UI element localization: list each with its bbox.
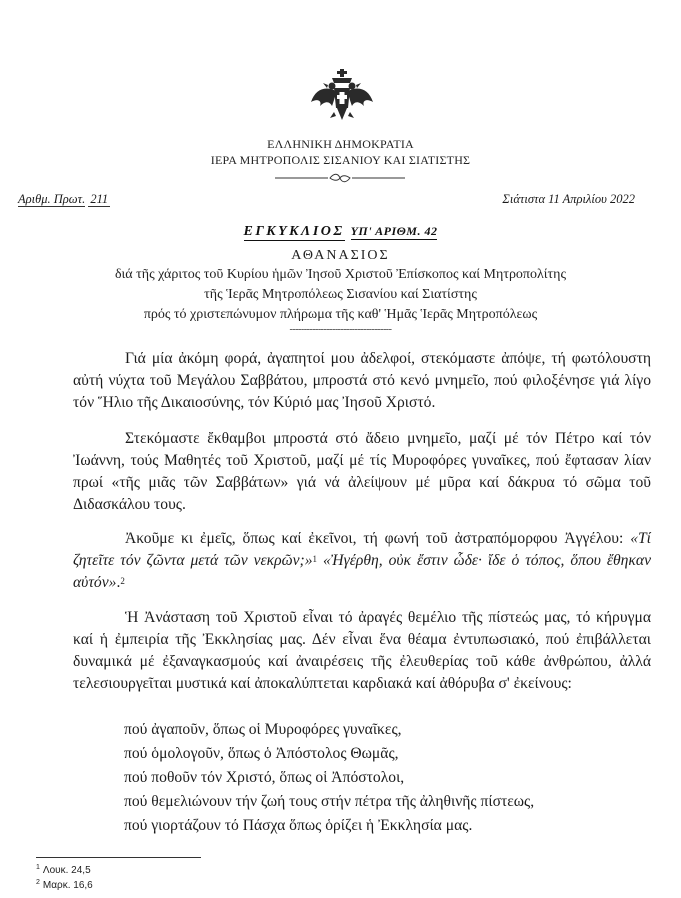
protocol-value: 211 [90,192,109,206]
bishop-name: ΑΘΑΝΑΣΙΟΣ [291,248,390,263]
paragraph-3 [73,528,651,594]
encyclical-title [0,224,681,240]
intro-line-2: τῆς Ἱερᾶς Μητροπόλεως Σισανίου καί Σιατίστης [204,287,477,302]
list-item: πού θεμελιώνουν τήν ζωή τους στήν πέτρα τῆς ἀληθινῆς πίστεως, [124,793,535,810]
list-item: πού ὁμολογοῦν, ὅπως ὁ Ἀπόστολος Θωμᾶς, [124,745,399,762]
footnote-1 [36,865,91,876]
footnote-divider [36,857,201,858]
separator-line: ------------------------------------ [289,324,392,335]
footnote-mark: 1 [36,864,40,871]
protocol-number [18,192,110,207]
protocol-label: Αριθμ. Πρωτ. [18,192,86,206]
double-headed-eagle-emblem [310,68,374,122]
ornament-divider [270,172,410,184]
encyclical-word: ΕΓΚΥΚΛΙΟΣ [243,224,345,239]
footnote-ref-1: 1 [312,554,318,564]
faithful-list [124,718,534,838]
paragraph-3-end: . [116,574,121,591]
footnote-2 [36,880,93,891]
state-name: ΕΛΛΗΝΙΚΗ ΔΗΜΟΚΡΑΤΙΑ [267,137,414,151]
list-item: πού ποθοῦν τόν Χριστό, ὅπως οἱ Ἀπόστολοι, [124,769,405,786]
metropolis-name: ΙΕΡΑ ΜΗΤΡΟΠΟΛΙΣ ΣΙΣΑΝΙΟΥ ΚΑΙ ΣΙΑΤΙΣΤΗΣ [210,153,471,167]
list-item: πού ἀγαποῦν, ὅπως οἱ Μυροφόρες γυναῖκες, [124,721,402,738]
intro-line-1: διά τῆς χάριτος τοῦ Κυρίου ἡμῶν Ἰησοῦ Χριστοῦ Ἐπίσκοπος καί Μητροπολίτης [114,267,567,282]
angel-quote-2: «Ἠγέρθη, οὐκ ἔστιν ὧδε· ἴδε ὁ τόπος, ὅπου ἔθηκαν αὐτόν» [73,552,651,591]
footnote-text: Λουκ. 24,5 [42,865,91,876]
paragraph-1: Γιά μία ἀκόμη φορά, ἀγαπητοί μου ἀδελφοί, στεκόμαστε ἀπόψε, τή φωτόλουστη αὐτή νύχτα τοῦ Μεγάλου Σαββάτου, μπροστά στό κενό μνημεῖο, πού φιλοξένησε γιά λίγο τόν Ἥλιο τῆς Δικαιοσύνης, τόν Κύριό μας Ἰησοῦ Χριστό. [73,350,651,411]
paragraph-2: Στεκόμαστε ἔκθαμβοι μπροστά στό ἄδειο μνημεῖο, μαζί μέ τόν Πέτρο καί τόν Ἰωάννη, τούς Μαθητές τοῦ Χριστοῦ, μαζί μέ τίς Μυροφόρες γυναῖκες, πού ἔφτασαν λίαν πρωί «τῆς μιᾶς τῶν Σαββάτων» γιά νά ἀλείψουν μέ μῦρα καί δάκρυα τό σῶμα τοῦ Διδασκάλου τους. [73,430,651,513]
encyclical-number: ΥΠ' ΑΡΙΘΜ. 42 [350,224,438,238]
footnote-mark: 2 [36,879,40,886]
intro-line-3: πρός τό χριστεπώνυμον πλήρωμα τῆς καθ' Ἡμᾶς Ἱερᾶς Μητροπόλεως [143,307,538,322]
angel-quote-1: «Τί ζητεῖτε τόν ζῶντα μετά τῶν νεκρῶν;» [73,530,651,569]
place-date: Σιάτιστα 11 Απριλίου 2022 [502,192,635,206]
footnote-text: Μαρκ. 16,6 [42,880,93,891]
footnote-ref-2: 2 [120,576,125,586]
paragraph-3-text: Ἀκοῦμε κι ἐμεῖς, ὅπως καί ἐκεῖνοι, τή φωνή τοῦ ἀστραπόμορφου Ἀγγέλου: [125,530,631,547]
list-item: πού γιορτάζουν τό Πάσχα ὅπως ὁρίζει ἡ Ἐκκλησία μας. [124,817,473,834]
paragraph-4: Ἡ Ἀνάσταση τοῦ Χριστοῦ εἶναι τό ἀραγές θεμέλιο τῆς πίστεώς μας, τό κήρυγμα καί ἡ ἐμπειρία τῆς Ἐκκλησίας μας. Δέν εἶναι ἕνα θέαμα ἐντυπωσιακό, πού ἐπιβάλλεται δυναμικά μέ ἐξαναγκασμούς καί ἀναιρέσεις τῆς ἐλευθερίας τοῦ κάθε ἀνθρώπου, ἀλλά τελεσιουργεῖται μυστικά καί ἀποκαλύπτεται καρδιακά καί ἀθόρυβα σ' ἐκείνους: [73,609,651,692]
